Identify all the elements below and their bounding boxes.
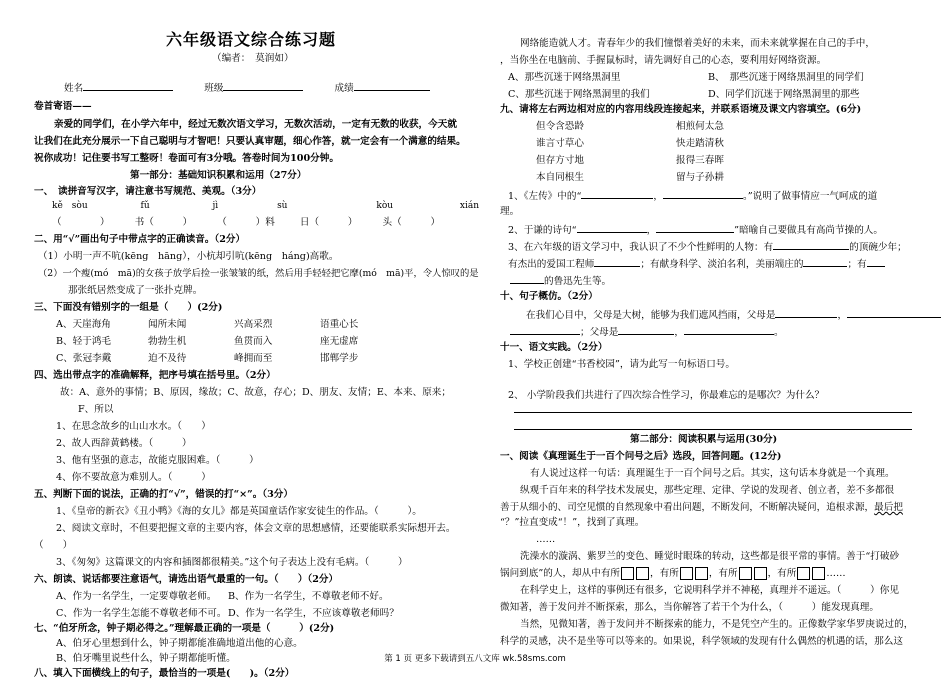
answer-box[interactable] <box>739 567 752 580</box>
page-title: 六年级语文综合练习题 <box>166 30 337 49</box>
editor-line: （编者： 莫润如） <box>212 53 294 64</box>
q2-item-2: （2）一个瘦(mó mā)的女孩子放学后捡一张皱皱的纸，然后用手轻轻把它摩(mó mā)平，令人惊叹的是 <box>38 268 479 279</box>
q8-option-c: C、那些沉迷于网络黑洞里的我们 <box>508 89 650 100</box>
answer-box[interactable] <box>621 567 634 580</box>
q9-blank-6[interactable] <box>594 255 640 267</box>
q9-right-4[interactable]: 留与子孙耕 <box>676 172 724 183</box>
q2-heading: 二、用“√”画出句子中带点字的正确读音。（2分） <box>34 234 246 245</box>
preface-line-2: 让我们在此充分展示一下自己聪明与才智吧！只要认真审题，细心作答，就一定会有一个满意的结果。 <box>34 136 466 147</box>
q9-right-2[interactable]: 快走踏清秋 <box>676 138 724 149</box>
q4-item-2: 2、故人西辞黄鹤楼。（ ） <box>56 438 192 449</box>
q6-option-a: A、作为一名学生，一定要尊敬老师。 <box>56 591 217 602</box>
reading-ellipsis: …… <box>536 534 556 545</box>
q10-blank-1[interactable] <box>775 306 837 318</box>
info-line <box>64 79 430 98</box>
pinyin-4: sù <box>277 201 288 211</box>
q4-item-4: 4、你不要故意为难别人。（ ） <box>56 472 211 483</box>
q3-row-a <box>56 317 358 334</box>
q8-option-d: D、同学们沉迷于网络黑洞里的那些 <box>708 89 860 100</box>
q10-blank-2[interactable] <box>847 306 941 318</box>
pinyin-5: kòu <box>376 201 394 211</box>
q9-fill-1-b: ， <box>653 191 663 202</box>
q10-blank-5[interactable] <box>684 323 774 335</box>
reading-underlined: 最后把 <box>874 502 903 513</box>
answer-box[interactable] <box>636 567 649 580</box>
q10-text-a: 在我们心目中，父母是大树，能够为我们遮风挡雨，父母是 <box>526 310 776 321</box>
q3-a-4: 语重心长 <box>320 319 359 330</box>
name-blank[interactable] <box>83 79 173 91</box>
q9-left-1[interactable]: 但令含恐龄 <box>536 121 584 132</box>
reading1-heading: 一、阅读《真理诞生于一百个问号之后》选段，回答问题。(12分) <box>500 451 782 462</box>
q1-blank-5[interactable]: 头（ ） <box>382 217 441 228</box>
q9-blank-2[interactable] <box>663 187 743 199</box>
q3-c-2: 迫不及待 <box>148 353 187 364</box>
reading-box-sep-4: …… <box>826 568 846 579</box>
q9-heading: 九、请将左右两边相对应的内容用线段连接起来，并联系语境及课文内容填空。(6分) <box>500 104 862 115</box>
reading-text-2: 善于从细小的、司空见惯的自然现象中看出问题，不断发问，不断解决疑问，追根求源， <box>500 502 875 513</box>
answer-box[interactable] <box>812 567 825 580</box>
q9-blank-5[interactable] <box>773 238 849 250</box>
q1-answer-row <box>52 215 440 232</box>
q9-fill-1 <box>508 187 877 206</box>
q5-item-3: 3、《匆匆》这篇课文的内容和插图都很精美。”这个句子表达上没有毛病。（ ） <box>56 557 408 568</box>
q8-heading: 八、填入下面横线上的句子，最恰当的一项是( )。（2分） <box>34 668 295 679</box>
q9-fill-1-c: 。”说明了做事情应一气呵成的道 <box>742 191 878 202</box>
q6-option-d: D、作为一名学生，不应该尊敬老师吗？ <box>228 608 399 619</box>
reading-para-4: 在科学史上，这样的事例还有很多，它说明科学并不神秘，真理并不遥远。（ ）你见 <box>520 585 899 596</box>
q9-fill-3-e: ；有 <box>847 259 867 270</box>
q6-row-1 <box>56 589 389 606</box>
q4-heading: 四、选出带点字的准确解释，把序号填在括号里。（2分） <box>34 370 276 381</box>
q10-text-d: ， <box>674 327 684 338</box>
q7-heading: 七、“伯牙所念，钟子期必得之。”理解最正确的一项是（ ）(2分) <box>34 623 335 634</box>
reading-box-sep-3: ，有所 <box>767 568 797 579</box>
q10-blank-3[interactable] <box>510 323 580 335</box>
reading-para-2-line3: “？”拉直变成“！”，找到了真理。 <box>500 517 645 528</box>
q9-blank-9[interactable] <box>510 272 544 284</box>
q1-pinyin-row <box>52 198 479 215</box>
q9-fill-1-end: 理。 <box>500 206 520 217</box>
q9-blank-8[interactable] <box>867 255 885 267</box>
pinyin-1: kě sòu <box>52 201 88 211</box>
q8-row-1 <box>508 70 864 87</box>
reading-para-2: 纵观千百年来的科学技术发展史，那些定理、定律、学说的发现者、创立者，差不多都很 <box>520 485 895 496</box>
q5-item-2: 2、阅读文章时，不但要把握文章的主要内容，体会文章的思想感情，还要能联系实际想开去。 <box>56 523 456 534</box>
q9-blank-3[interactable] <box>577 221 647 233</box>
part2-heading: 第二部分：阅读积累与运用(30分) <box>630 434 778 445</box>
q5-item-2-bracket: （ ） <box>34 540 73 551</box>
score-label: 成绩 <box>334 83 354 94</box>
q3-c-3: 峰拥而至 <box>234 353 273 364</box>
score-blank[interactable] <box>354 79 430 91</box>
q3-row-c <box>56 351 358 368</box>
q2-item-1: （1）小明一声不吭(kēng hāng），小杭却引吭(kēng háng)高歌。 <box>38 251 339 262</box>
q10-heading: 十、句子概仿。（2分） <box>500 291 598 302</box>
q9-right-1[interactable]: 相煎何太急 <box>676 121 724 132</box>
q3-a-3: 兴高采烈 <box>234 319 273 330</box>
q3-b-1: B、轻于鸿毛 <box>56 336 112 347</box>
q6-option-b: B、作为一名学生，不尊敬老师不好。 <box>228 591 389 602</box>
q3-heading: 三、下面没有错别字的一组是（ ）(2分) <box>34 302 223 313</box>
q4-options-cont: F、所以 <box>78 404 114 415</box>
q8-passage-2: ，当你坐在电脑前、手握鼠标时，请先调好自己的心态，要利用好网络资源。 <box>500 55 827 66</box>
q3-a-2: 闻所未闻 <box>148 319 187 330</box>
q9-blank-1[interactable] <box>581 187 653 199</box>
q11-heading: 十一、语文实践。（2分） <box>500 342 608 353</box>
q10-text-b: ， <box>837 310 848 321</box>
q6-heading: 六、朗读、说话都要注意语气，请选出语气最重的一句。（ ）（2分） <box>34 574 339 585</box>
q3-b-2: 勃勃生机 <box>148 336 187 347</box>
q9-left-3[interactable]: 但存方寸地 <box>536 155 584 166</box>
answer-box[interactable] <box>797 567 810 580</box>
q9-fill-3-c: 有杰出的爱国工程师 <box>508 259 595 270</box>
q11-item-2: 2、 小学阶段我们共进行了四次综合性学习，你最难忘的是哪次？为什么？ <box>508 390 825 401</box>
q9-fill-3-f: 的鲁迅先生等。 <box>544 276 612 287</box>
q1-blank-4[interactable]: 日（ ） <box>299 217 358 228</box>
q3-b-3: 鱼贯而入 <box>234 336 273 347</box>
class-label: 班级 <box>204 83 224 94</box>
q10-blank-4[interactable] <box>618 323 674 335</box>
q11-answer-line-1[interactable] <box>514 412 912 413</box>
q1-heading: 一、 读拼音写汉字，请注意书写规范、美观。（3分） <box>34 186 262 197</box>
answer-box[interactable] <box>695 567 708 580</box>
q1-blank-3[interactable]: （ ）料 <box>217 217 275 228</box>
q9-fill-3-b: 的顶碗少年； <box>849 242 907 253</box>
page-footer: 第 1 页 更多下载请到五八文库 wk.58sms.com <box>384 654 566 664</box>
reading-box-sep-2: ，有所 <box>708 568 738 579</box>
name-label: 姓名 <box>64 83 84 94</box>
q9-fill-1-a: 1、《左传》中的“ <box>508 191 582 202</box>
q7-option-a: A、伯牙心里想到什么，钟子期都能准确地道出他的心意。 <box>56 638 303 649</box>
reading-para-3-line2 <box>500 566 846 583</box>
q9-blank-4[interactable] <box>656 221 734 233</box>
answer-box[interactable] <box>754 567 767 580</box>
q3-c-1: C、张冠李戴 <box>56 353 112 364</box>
reading-box-sep-1: ，有所 <box>650 568 679 579</box>
part1-heading: 第一部分：基础知识积累和运用（27分） <box>130 170 307 181</box>
q8-option-a: A、那些沉迷于网络黑洞里 <box>508 72 621 83</box>
reading-para-4-line2: 微知著，善于发问并不断探索，那么，当你解答了若干个为什么，（ ）能发现真理。 <box>500 602 879 613</box>
q10-text-c: ；父母是 <box>580 327 619 338</box>
q5-item-1: 1、《皇帝的新衣》《丑小鸭》《海的女儿》都是英国童话作家安徒生的作品。（ ）。 <box>56 506 422 517</box>
q3-c-4: 邯郸学步 <box>320 353 359 364</box>
q4-item-3: 3、他有坚强的意志，故能克服困难。（ ） <box>56 455 259 466</box>
q11-answer-line-2[interactable] <box>514 429 912 430</box>
q11-item-1: 1、学校正创建“书香校园”，请为此写一句标语口号。 <box>508 359 735 370</box>
q4-options: 故：A、意外的事情；B、原因，缘故；C、故意，存心；D、朋友、友情；E、本来、原来； <box>60 387 451 398</box>
q4-item-1: 1、在思念故乡的山山水水。（ ） <box>56 421 211 432</box>
q9-fill-2-b: ， <box>646 225 657 236</box>
reading-para-3: 洗澡水的漩涡、紫罗兰的变色、睡觉时眼珠的转动，这些都是很平常的事情。善于“打破砂 <box>520 551 900 562</box>
q2-item-2-cont: 那张纸居然变成了一张扑克牌。 <box>68 285 203 296</box>
reading-text-3b: 锅问到底”的人，却从中有所 <box>500 568 621 579</box>
reading-para-1: 有人说过这样一句话：真理诞生于一百个问号之后。其实，这句话本身就是一个真理。 <box>530 468 895 479</box>
q9-blank-7[interactable] <box>803 255 847 267</box>
q9-right-3[interactable]: 报得三春晖 <box>676 155 724 166</box>
class-blank[interactable] <box>223 79 303 91</box>
q3-a-1: A、天崖海角 <box>56 319 111 330</box>
q9-fill-3-d: ；有献身科学、淡泊名利，美丽端庄的 <box>640 259 804 270</box>
q6-option-c: C、作为一名学生怎能不尊敬老师不可。 <box>56 608 227 619</box>
reading-para-5: 当然，见微知著，善于发问并不断探索的能力，不是凭空产生的。正像数学家华罗庚说过的， <box>520 619 914 630</box>
q5-heading: 五、判断下面的说法，正确的打“√”，错误的打“×”。（3分） <box>34 489 293 500</box>
q3-row-b <box>56 334 358 351</box>
q8-passage-1: 网络能造就人才。青春年少的我们憧憬着美好的未来，而未来就掌握在自己的手中， <box>520 38 875 49</box>
preface-heading: 卷首寄语—— <box>34 101 92 112</box>
preface-line-3: 祝你成功！记住要书写工整呀！卷面可有3分哦。答卷时间为100分钟。 <box>34 153 339 164</box>
q9-left-2[interactable]: 谁言寸草心 <box>536 138 584 149</box>
q9-fill-2-a: 2、于谦的诗句“ <box>508 225 577 236</box>
q1-blank-2[interactable]: 书（ ） <box>134 217 193 228</box>
reading-para-5-line2: 科学的灵感，决不是坐等可以等来的。如果说，科学领域的发现有什么偶然的机遇的话，那么这 <box>500 636 903 647</box>
q8-option-b: B、 那些沉迷于网络黑洞里的同学们 <box>708 72 864 83</box>
q7-option-b: B、伯牙嘴里说些什么，钟子期都能听懂。 <box>56 653 236 664</box>
pinyin-3: jì <box>212 201 219 211</box>
answer-box[interactable] <box>680 567 693 580</box>
preface-line-1: 亲爱的同学们，在小学六年中，经过无数次语文学习，无数次活动，一定有无数的收获，今天就 <box>54 119 457 130</box>
pinyin-6: xián <box>459 201 480 211</box>
q9-fill-3-a: 3、在六年级的语文学习中，我认识了不少个性鲜明的人物：有 <box>508 242 774 253</box>
q1-blank-1[interactable]: （ ） <box>52 217 110 228</box>
q9-left-4[interactable]: 本自同根生 <box>536 172 584 183</box>
q10-text-e: 。 <box>773 327 784 338</box>
pinyin-2: fǔ <box>140 201 150 211</box>
q9-fill-2-c: ”暗喻自己要做具有高尚节操的人。 <box>734 225 883 236</box>
q3-b-4: 座无虚席 <box>320 336 359 347</box>
